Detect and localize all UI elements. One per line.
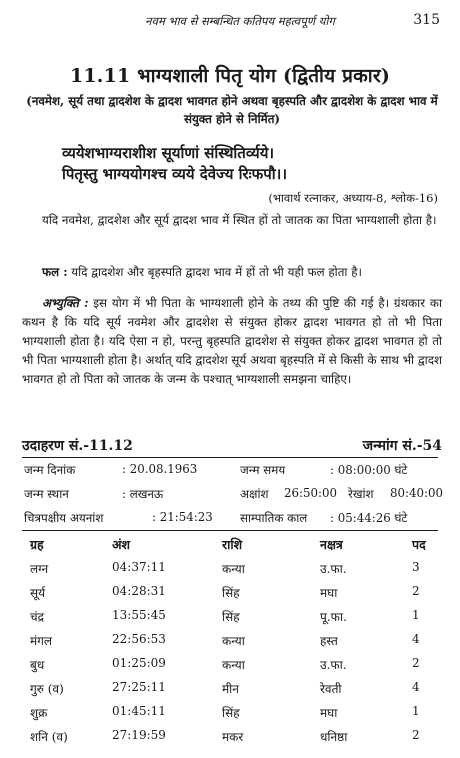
planet-cell: सूर्य <box>30 586 46 600</box>
sign-cell: मीन <box>222 682 239 696</box>
table-row <box>22 656 442 680</box>
pada-cell: 2 <box>412 656 420 670</box>
latitude-label: अक्षांश <box>240 487 269 501</box>
degree-cell: 13:55:45 <box>112 608 166 622</box>
sign-cell: सिंह <box>222 706 240 720</box>
paragraph-result <box>22 263 442 282</box>
paragraph-commentary <box>22 294 442 389</box>
planet-cell: शनि (व) <box>30 730 68 744</box>
header-planet: ग्रह <box>30 537 44 552</box>
nakshatra-cell: मघा <box>320 586 338 600</box>
header-nakshatra: नक्षत्र <box>320 537 343 552</box>
paragraph-yoga-description: यदि नवमेश, द्वादशेश और सूर्य द्वादश भाव में स्थित हों तो जातक का पिता भाग्यशाली होता है। <box>42 213 437 227</box>
sanskrit-verse-line-1: व्ययेशभाग्यराशीश सूर्याणां संस्थितिर्व्यये। <box>62 144 275 162</box>
planet-cell: लग्न <box>30 562 49 576</box>
divider <box>22 530 438 531</box>
degree-cell: 22:56:53 <box>112 632 166 646</box>
nakshatra-cell: उ.फा. <box>320 658 347 672</box>
pada-cell: 3 <box>412 560 420 574</box>
table-row <box>22 704 442 728</box>
header-degree: अंश <box>112 537 131 552</box>
sign-cell: कन्या <box>222 634 245 648</box>
nakshatra-cell: मघा <box>320 706 338 720</box>
planet-cell: बुध <box>30 658 45 672</box>
example-heading <box>22 436 442 455</box>
table-row <box>22 584 442 608</box>
birth-place-label: जन्म स्थान <box>24 487 69 501</box>
sign-cell: मकर <box>222 730 244 744</box>
section-subtitle: (नवमेश, सूर्य तथा द्वादशेश के द्वादश भावगत होने अथवा बृहस्पति और द्वादशेश के द्वादश भाव में संयुक्त होने से निर्मित) <box>26 94 438 126</box>
degree-cell: 27:25:11 <box>112 680 166 694</box>
degree-cell: 04:28:31 <box>112 584 166 598</box>
table-row <box>22 680 442 704</box>
pada-cell: 1 <box>412 704 420 718</box>
example-title: उदाहरण सं.-11.12 <box>22 438 133 454</box>
birth-place-value: : लखनऊ <box>122 487 164 501</box>
table-row <box>22 560 442 584</box>
sign-cell: सिंह <box>222 610 240 624</box>
longitude-value: 80:40:00 <box>390 486 443 500</box>
nakshatra-cell: हस्त <box>320 634 338 648</box>
birth-date-value: : 20.08.1963 <box>122 462 198 476</box>
planet-cell: मंगल <box>30 634 53 648</box>
nakshatra-cell: उ.फा. <box>320 562 347 576</box>
birth-date-label: जन्म दिनांक <box>24 463 76 477</box>
table-row <box>22 632 442 656</box>
pada-cell: 1 <box>412 608 420 622</box>
result-text: यदि द्वादशेश और बृहस्पति द्वादश भाव में हों तो भी यही फल होता है। <box>67 265 362 279</box>
header-pada: पद <box>412 537 426 552</box>
degree-cell: 27:19:59 <box>112 728 166 742</box>
ayanamsa-value: : 21:54:23 <box>152 510 213 524</box>
birth-time-label: जन्म समय <box>240 463 286 477</box>
sanskrit-verse-line-2: पितृस्तु भाग्ययोगश्च व्यये देवेज्य रिःफपौ।। <box>62 165 288 183</box>
pada-cell: 4 <box>412 632 420 646</box>
sign-cell: कन्या <box>222 562 245 576</box>
planet-cell: शुक्र <box>30 706 48 720</box>
sidereal-time-value: : 05:44:26 घंटे <box>330 511 408 525</box>
header-sign: राशि <box>222 537 243 552</box>
chart-number: जन्मांग सं.-54 <box>362 438 442 454</box>
planet-cell: चंद्र <box>30 610 44 624</box>
latitude-value: 26:50:00 <box>284 486 337 500</box>
running-head: नवम भाव से सम्बन्धित कतिपय महत्वपूर्ण योग <box>145 14 335 28</box>
planet-cell: गुरु (व) <box>30 682 64 696</box>
table-row <box>22 608 442 632</box>
commentary-label: अभ्युक्ति : <box>42 296 89 310</box>
section-title: 11.11 भाग्यशाली पितृ योग (द्वितीय प्रकार) <box>69 65 391 87</box>
pada-cell: 2 <box>412 728 420 742</box>
pada-cell: 2 <box>412 584 420 598</box>
pada-cell: 4 <box>412 680 420 694</box>
degree-cell: 01:45:11 <box>112 704 166 718</box>
commentary-text: इस योग में भी पिता के भाग्यशाली होने के तथ्य की पुष्टि की गई है। ग्रंथकार का कथन है कि यदि सूर्य नवमेश और द्वादशेश से संयुक्त होकर द्वादश भावगत हो तो भी पिता भाग्यशाली होता है। यदि ऐसा न हो, परन्तु बृहस्पति द्वादशेश से संयुक्त होकर द्वादश भावगत हो तो भी पिता भाग्यशाली होता है। अर्थात् यदि द्वादशेश सूर्य अथवा बृहस्पति में से किसी के साथ भी द्वादश भावगत हो तो पिता को जातक के जन्म के पश्चात् भाग्यशाली समझना चाहिए। <box>22 296 443 386</box>
sign-cell: कन्या <box>222 658 245 672</box>
degree-cell: 04:37:11 <box>112 560 166 574</box>
ayanamsa-label: चित्रपक्षीय अयनांश <box>24 511 104 525</box>
longitude-label: रेखांश <box>348 487 374 501</box>
page-number: 315 <box>413 12 440 28</box>
degree-cell: 01:25:09 <box>112 656 166 670</box>
sign-cell: सिंह <box>222 586 240 600</box>
birth-time-value: : 08:00:00 घंटे <box>330 463 408 477</box>
nakshatra-cell: धनिष्ठा <box>320 730 348 744</box>
table-row <box>22 728 442 752</box>
divider <box>22 457 438 458</box>
nakshatra-cell: पू.फा. <box>320 610 347 624</box>
sidereal-time-label: साम्पातिक काल <box>240 511 308 525</box>
verse-source: (भावार्थ रत्नाकर, अध्याय-8, श्लोक-16) <box>268 191 438 205</box>
nakshatra-cell: रेवती <box>320 682 342 696</box>
result-label: फल : <box>42 265 68 279</box>
